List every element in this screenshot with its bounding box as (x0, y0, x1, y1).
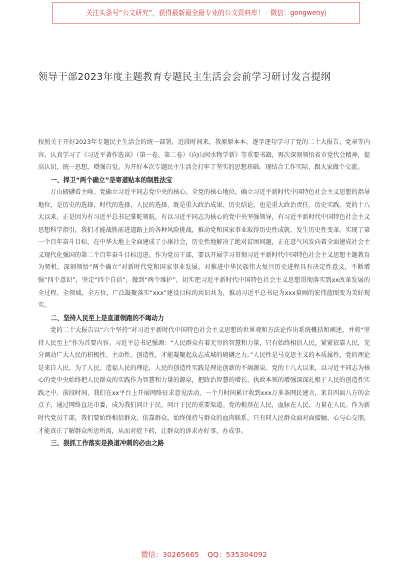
paragraph-1: 万山磅礴看主峰。党确立习近平同志党中央的核心、全党的核心地位，确立习近平新时代中国特色社会主义思想的指导地位，是历史的选择，时代的选择，人民的选择，既是重大政治成果、历史结论，也是重大政治责任、历史实践。党的十八大以来，正是因为有习近平总书记掌舵领航，有以习近平同志为核心的党中央坚强领导，有习近平新时代中国特色社会主义思想科学指引，我们才能战胜前进道路上的各种风险挑战，推动党和国家事业取得历史性成就、发生历史性变革。实现了第一个百年奋斗目标，在中华大地上全面建成了小康社会，历史性地解决了绝对贫困问题，正在意气风发向着全面建成社会主义现代化强国的第二个百年奋斗目标迈进。作为党员干部，要以开展学习贯彻习近平新时代中国特色社会主义思想主题教育为契机，深刻领悟“两个确立”对新时代党和国家事业发展、对推进中华民族伟大复兴历史进程具有决定性意义，不断增强“四个意识”，坚定“四个自信”，做到“两个维护”，切实把习近平新时代中国特色社会主义思想贯彻落实到xx改革发展的全过程、全领域、全方位，广泛凝聚落实“xxx”建设目标的共识共为，推动习近平总书记为xxx量画的宏伟蓝图变为美好现实。 (38, 189, 370, 310)
footer-wechat: 微信：30265665 (140, 550, 200, 559)
header-banner (52, 2, 360, 24)
footer-contact (46, 546, 362, 564)
banner-wechat-text: 微信：gongwenyj (270, 9, 327, 17)
document-body (38, 137, 370, 525)
section-heading-3: 三、狠抓工作落实是换道冲刺的必由之路 (50, 440, 164, 448)
salutation-paragraph: 按照关于开好2023年专题民主生活会的统一部署，近段时间来，我原原本本、逐字逐句学习了党的二十大报告、党章等内容，认真学习了《习近平著作选读》（第一卷、第二卷）《向山间水物学新》等重要书籍，再次深刻领悟省市党代会精神，提高认识，统一思想，增强自觉。为开好本次专题民主生活会打牢了坚实的思想基础。现结合工作实际，跟大家做个交流。 (38, 139, 370, 172)
footer-qq: QQ：535304092 (207, 550, 268, 559)
paragraph-2: 党的二十大报告以“六个坚持”对习近平新时代中国特色社会主义思想的世界观和方法论作出系统概括和阐述，并将“坚持人民至上”作为首要内容。习近平总书记强调：“人民群众有着无穷的智慧和力量，只有始终相信人民，紧紧依靠人民，充分调动广大人民的积极性、主动性、创造性，才能凝聚起众志成城的磅礴之力。”人民性是马克思主义的本质属性，党的理论是来自人民、为了人民、造福人民的理论，人民的创造性实践是理论创新的不竭源泉。党的十八大以来，以习近平同志为核心的党中央始终把人民群众的实践作为智慧和力量的源泉，把政治智慧的增长、执政本领的增强深深扎根于人民的创造性实践之中。前段时间，我们在xx平台上开展网络征求意见活动，一个月时间累计收到xxx万多条网民建言，来自四面八方的金点子，通过网络直达市委，成为我们问计于民、问计于民的重要渠道。党的根基在人民，血脉在人民、力量在人民。作为新时代党员干部，我们要始终相信群众、依靠群众，始终保持与群众的血肉联系，只有同人民群众面对面接触、心与心交朋，才能真正了解群众所思所需，从而对症下药，让群众的诉求办好事、办成事。 (38, 327, 370, 435)
section-heading-2: 二、坚持人民至上是直道领跑的不竭动力 (50, 314, 164, 322)
document-title: 领导干部2023年度主题教育专题民主生活会会前学习研讨发言提纲 (38, 72, 331, 83)
section-heading-1: 一、捍卫“两个确立”是寄道贴本的制胜法宝 (50, 176, 173, 184)
banner-follow-text: 关注头条号“公文研究”，获得最新最全最专业的公文资料库！ (85, 9, 265, 17)
